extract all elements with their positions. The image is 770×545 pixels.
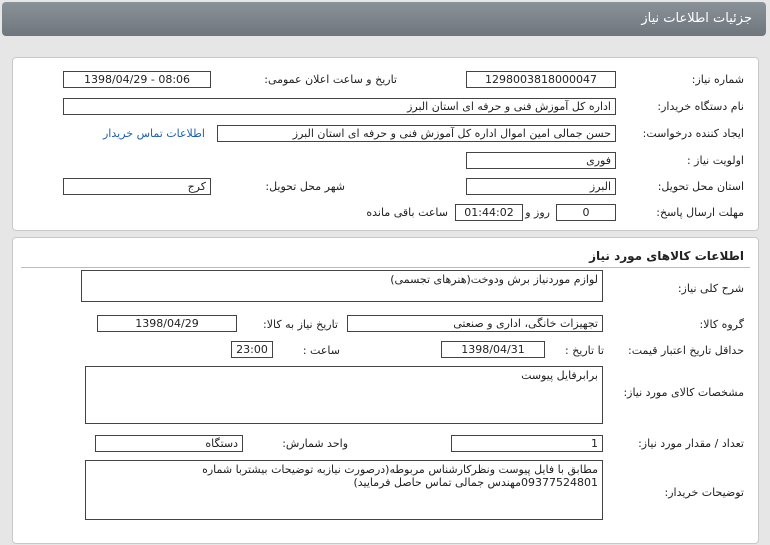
quantity-label: تعداد / مقدار مورد نیاز: bbox=[638, 437, 744, 450]
deadline-label: مهلت ارسال پاسخ: bbox=[656, 206, 744, 219]
goods-group-field: تجهیزات خانگی، اداری و صنعتی bbox=[347, 315, 603, 332]
need-date-field: 1398/04/29 bbox=[97, 315, 237, 332]
deadline-time-label: ساعت باقی مانده bbox=[366, 206, 448, 219]
buyer-notes-field: مطابق با فایل پیوست ونظرکارشناس مربوطه(درصورت نیازبه توضیحات بیشتربا شماره 09377524801مهندس جمالی تماس حاصل فرمایید) bbox=[85, 460, 603, 520]
specs-field: برابرفایل پیوست bbox=[85, 366, 603, 424]
goods-group-label: گروه کالا: bbox=[699, 318, 744, 331]
description-label: شرح کلی نیاز: bbox=[677, 282, 744, 295]
validity-time-field: 23:00 bbox=[231, 341, 273, 358]
min-validity-label: حداقل تاریخ اعتبار قیمت: bbox=[628, 344, 744, 357]
province-field: البرز bbox=[466, 178, 616, 195]
to-date-label: تا تاریخ : bbox=[565, 344, 604, 357]
priority-label: اولویت نیاز : bbox=[686, 154, 744, 167]
province-label: استان محل تحویل: bbox=[657, 180, 744, 193]
creator-label: ایجاد کننده درخواست: bbox=[642, 127, 744, 140]
need-number-field: 1298003818000047 bbox=[466, 71, 616, 88]
deadline-time-field: 01:44:02 bbox=[455, 204, 523, 221]
goods-info-panel bbox=[12, 237, 759, 544]
buyer-contact-link[interactable]: اطلاعات تماس خریدار bbox=[103, 127, 205, 140]
city-label: شهر محل تحویل: bbox=[265, 180, 345, 193]
need-date-label: تاریخ نیاز به کالا: bbox=[263, 318, 338, 331]
quantity-field: 1 bbox=[451, 435, 603, 452]
page-title: جزئیات اطلاعات نیاز bbox=[641, 11, 752, 26]
buyer-org-field: اداره کل آموزش فنی و حرفه ای استان البرز bbox=[63, 98, 616, 115]
validity-date-field: 1398/04/31 bbox=[441, 341, 545, 358]
priority-field: فوری bbox=[466, 152, 616, 169]
city-field: کرج bbox=[63, 178, 211, 195]
deadline-days-field: 0 bbox=[556, 204, 616, 221]
deadline-days-label: روز و bbox=[525, 206, 550, 219]
goods-section-title: اطلاعات کالاهای مورد نیاز bbox=[589, 249, 744, 263]
buyer-notes-label: توضیحات خریدار: bbox=[664, 486, 744, 499]
buyer-org-label: نام دستگاه خریدار: bbox=[657, 100, 744, 113]
need-info-panel bbox=[12, 57, 759, 231]
section-divider bbox=[21, 267, 750, 268]
creator-field: حسن جمالی امین اموال اداره کل آموزش فنی و حرفه ای استان البرز bbox=[217, 125, 616, 142]
announce-datetime-label: تاریخ و ساعت اعلان عمومی: bbox=[264, 73, 397, 86]
description-field: لوازم موردنیاز برش ودوخت(هنرهای تجسمی) bbox=[81, 270, 603, 302]
unit-label: واحد شمارش: bbox=[282, 437, 348, 450]
need-number-label: شماره نیاز: bbox=[691, 73, 744, 86]
page-header bbox=[2, 2, 766, 36]
validity-time-label: ساعت : bbox=[302, 344, 340, 357]
specs-label: مشخصات کالای مورد نیاز: bbox=[623, 386, 744, 399]
unit-field: دستگاه bbox=[95, 435, 243, 452]
announce-datetime-field: 1398/04/29 - 08:06 bbox=[63, 71, 211, 88]
